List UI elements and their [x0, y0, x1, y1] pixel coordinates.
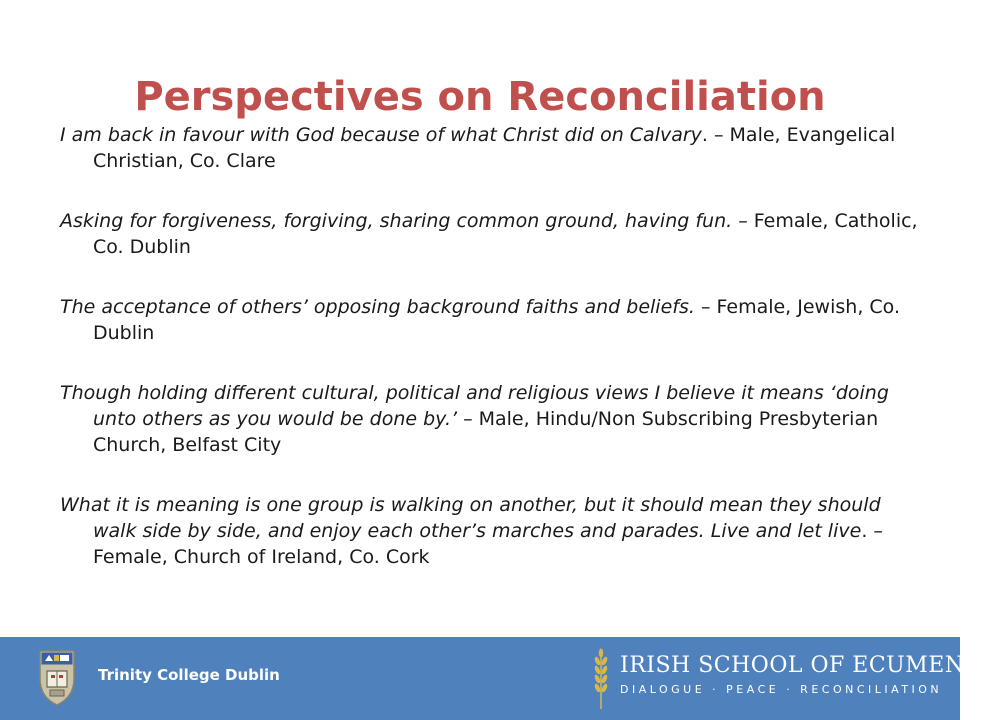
quote-text: Though holding different cultural, political and religious views I believe it means ‘doing unto others as you would be done by.’	[60, 382, 889, 430]
trinity-crest-icon	[38, 649, 76, 707]
quote-text: I am back in favour with God because of what Christ did on Calvary	[60, 124, 702, 146]
quote-text: The acceptance of others’ opposing background faiths and beliefs.	[60, 296, 695, 318]
quote-list	[60, 122, 920, 604]
ise-logo-title: IRISH SCHOOL OF ECUMENICS	[620, 653, 1007, 678]
quote-text: What it is meaning is one group is walking on another, but it should mean they should walk side by side, and enjoy each other’s marches and parades. Live and let live	[60, 494, 881, 542]
quote-attribution: . – Female, Church of Ireland, Co. Cork	[93, 520, 883, 568]
quote-attribution: – Female, Jewish, Co. Dublin	[93, 296, 900, 344]
wheat-icon	[592, 647, 610, 711]
ise-logo-tagline: DIALOGUE · PEACE · RECONCILIATION	[620, 683, 943, 696]
quote-attribution: – Female, Catholic, Co. Dublin	[93, 210, 918, 258]
quote-text: Asking for forgiveness, forgiving, sharing common ground, having fun.	[60, 210, 733, 232]
footer-bar	[0, 637, 1007, 720]
quote-item	[60, 380, 920, 458]
quote-attribution: . – Male, Evangelical Christian, Co. Clare	[93, 124, 896, 172]
institution-name: Trinity College Dublin	[98, 666, 280, 684]
quote-item	[60, 492, 920, 570]
slide-title: Perspectives on Reconciliation	[134, 73, 826, 120]
quote-item	[60, 208, 920, 260]
ise-logo	[592, 647, 1007, 711]
quote-item	[60, 294, 920, 346]
quote-attribution: – Male, Hindu/Non Subscribing Presbyterian Church, Belfast City	[93, 408, 879, 456]
quote-item	[60, 122, 920, 174]
